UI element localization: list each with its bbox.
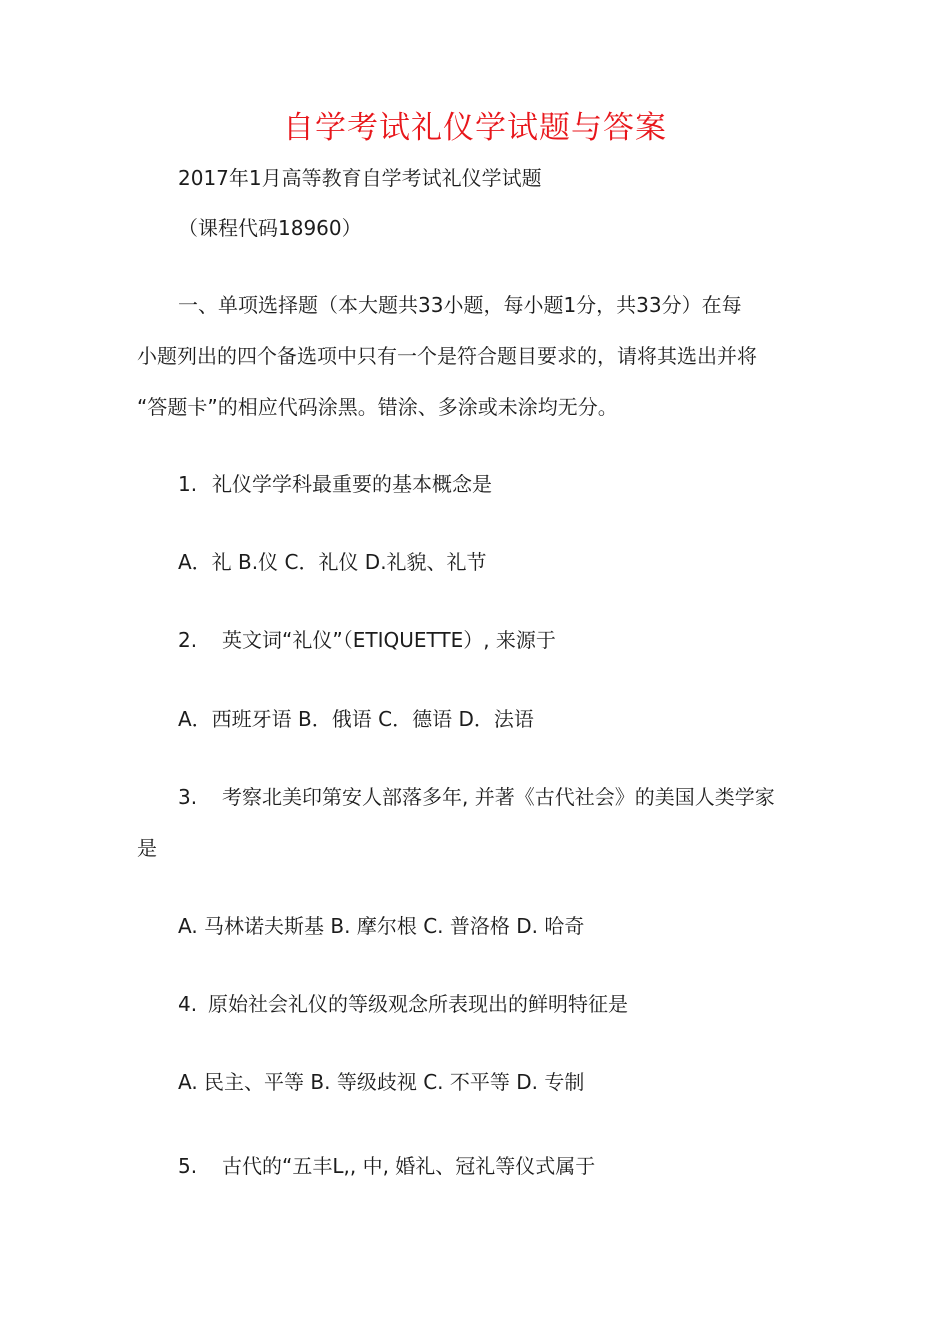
question-number: 2. — [178, 628, 198, 652]
question-2 — [178, 626, 556, 654]
question-stem: 礼仪学学科最重要的基本概念是 — [212, 472, 492, 496]
question-stem: 原始社会礼仪的等级观念所表现出的鲜明特征是 — [208, 992, 628, 1016]
question-stem: 英文词“礼仪”（ETIQUETTE）, 来源于 — [222, 628, 556, 652]
question-3 — [178, 783, 775, 811]
question-number: 4. — [178, 992, 198, 1016]
question-2-options: A．西班牙语 B．俄语 C．德语 D．法语 — [178, 707, 534, 731]
question-1-options: A．礼 B.仪 C．礼仪 D.礼貌、礼节 — [178, 550, 487, 574]
question-3-options: A. 马林诺夫斯基 B. 摩尔根 C. 普洛格 D. 哈奇 — [178, 914, 585, 938]
exam-subtitle: 2017年1月高等教育自学考试礼仪学试题 — [178, 166, 542, 190]
question-number: 1. — [178, 472, 198, 496]
question-4-options: A. 民主、平等 B. 等级歧视 C. 不平等 D. 专制 — [178, 1070, 585, 1094]
question-number: 3. — [178, 785, 198, 809]
section-intro-line-2: 小题列出的四个备选项中只有一个是符合题目要求的，请将其选出并将 — [137, 344, 757, 368]
section-intro-line-3: “答题卡”的相应代码涂黑。错涂、多涂或未涂均无分。 — [137, 395, 618, 419]
course-code: （课程代码18960） — [178, 216, 362, 240]
question-4 — [178, 990, 628, 1018]
question-1 — [178, 470, 492, 498]
question-number: 5. — [178, 1154, 198, 1178]
question-stem: 考察北美印第安人部落多年, 并著《古代社会》的美国人类学家 — [222, 785, 775, 809]
question-stem: 古代的“五丰L,, 中, 婚礼、冠礼等仪式属于 — [222, 1154, 596, 1178]
question-3-stem-continued: 是 — [137, 836, 157, 860]
question-5 — [178, 1152, 595, 1180]
document-title: 自学考试礼仪学试题与答案 — [283, 110, 667, 146]
section-intro-line-1: 一、单项选择题（本大题共33小题，每小题1分，共33分）在每 — [178, 293, 742, 317]
